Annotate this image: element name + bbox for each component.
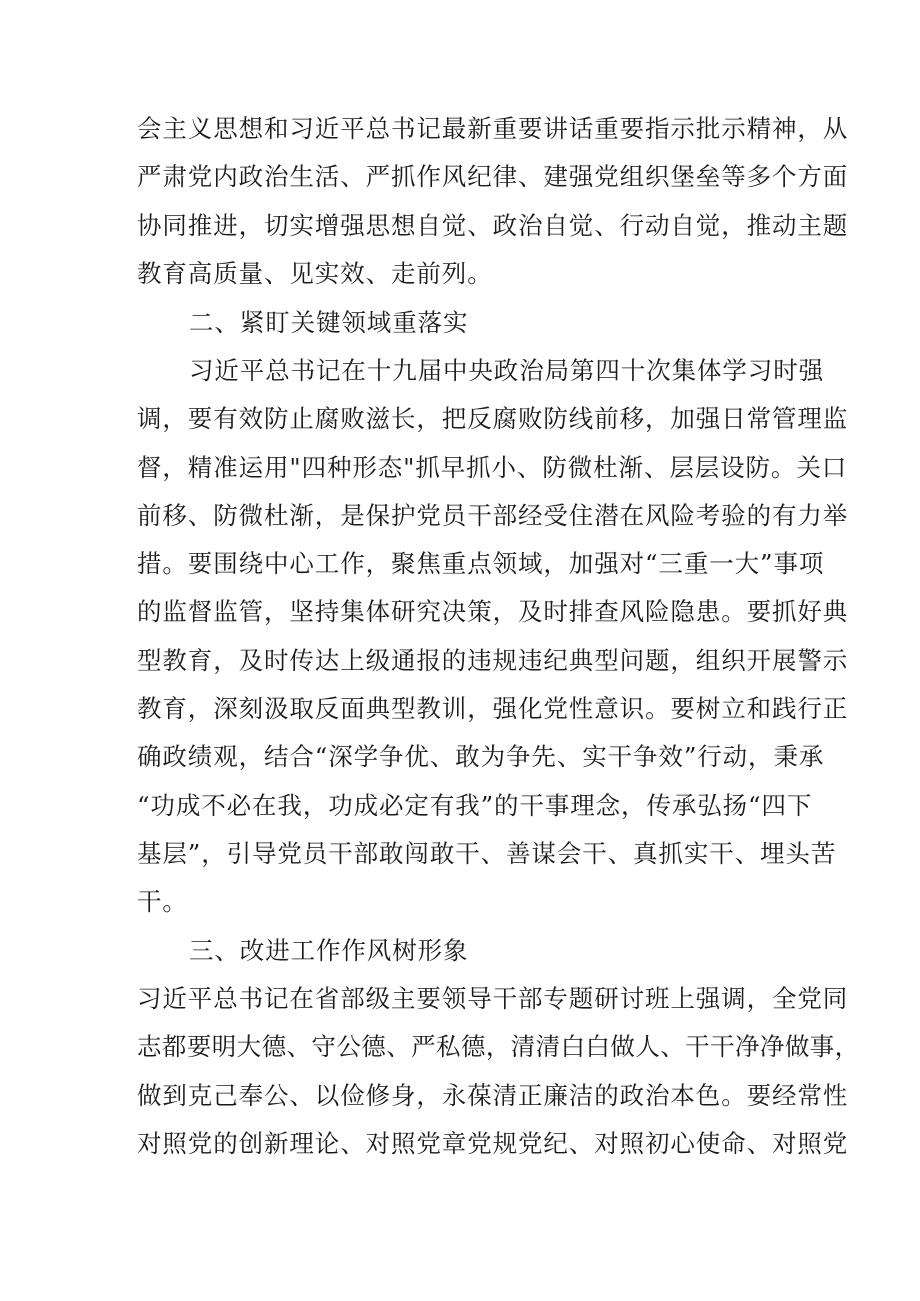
text-line: 干。 (137, 887, 188, 916)
paragraph-first-line: 习近平总书记在十九届中央政治局第四十次集体学习时强 (189, 356, 824, 385)
text-line: 对照党的创新理论、对照党章党规党纪、对照初心使命、对照党 (137, 1129, 849, 1158)
text-line: 前移、防微杜渐，是保护党员干部经受住潜在风险考验的有力举 (137, 501, 849, 530)
text-line: 教育高质量、见实效、走前列。 (137, 259, 493, 288)
text-line: 调，要有效防止腐败滋长，把反腐败防线前移，加强日常管理监 (137, 404, 849, 433)
text-line: 协同推进，切实增强思想自觉、政治自觉、行动自觉，推动主题 (137, 211, 849, 240)
text-line: 会主义思想和习近平总书记最新重要讲话重要指示批示精神，从 (137, 114, 849, 143)
text-line: 确政绩观，结合“深学争优、敢为争先、实干争效”行动，秉承 (137, 742, 825, 771)
text-line: 型教育，及时传达上级通报的违规违纪典型问题，组织开展警示 (137, 646, 849, 675)
text-line: “功成不必在我，功成必定有我”的干事理念，传承弘扬“四下 (137, 791, 813, 820)
text-line: 措。要围绕中心工作，聚焦重点领域，加强对“三重一大”事项 (137, 549, 825, 578)
section-heading: 二、紧盯关键领域重落实 (189, 308, 469, 337)
text-line: 的监督监管，坚持集体研究决策，及时排查风险隐患。要抓好典 (137, 597, 849, 626)
text-line: 基层”，引导党员干部敢闯敢干、善谋会干、真抓实干、埋头苦 (137, 839, 837, 868)
text-line: 教育，深刻汲取反面典型教训，强化党性意识。要树立和践行正 (137, 694, 849, 723)
text-line: 习近平总书记在省部级主要领导干部专题研讨班上强调，全党同 (137, 984, 849, 1013)
section-heading: 三、改进工作作风树形象 (189, 936, 469, 965)
text-line: 做到克己奉公、以俭修身，永葆清正廉洁的政治本色。要经常性 (137, 1081, 849, 1110)
text-line: 严肃党内政治生活、严抓作风纪律、建强党组织堡垒等多个方面 (137, 162, 849, 191)
text-line: 志都要明大德、守公德、严私德，清清白白做人、干干净净做事， (137, 1032, 860, 1061)
text-line: 督，精准运用"四种形态"抓早抓小、防微杜渐、层层设防。关口 (137, 453, 848, 482)
